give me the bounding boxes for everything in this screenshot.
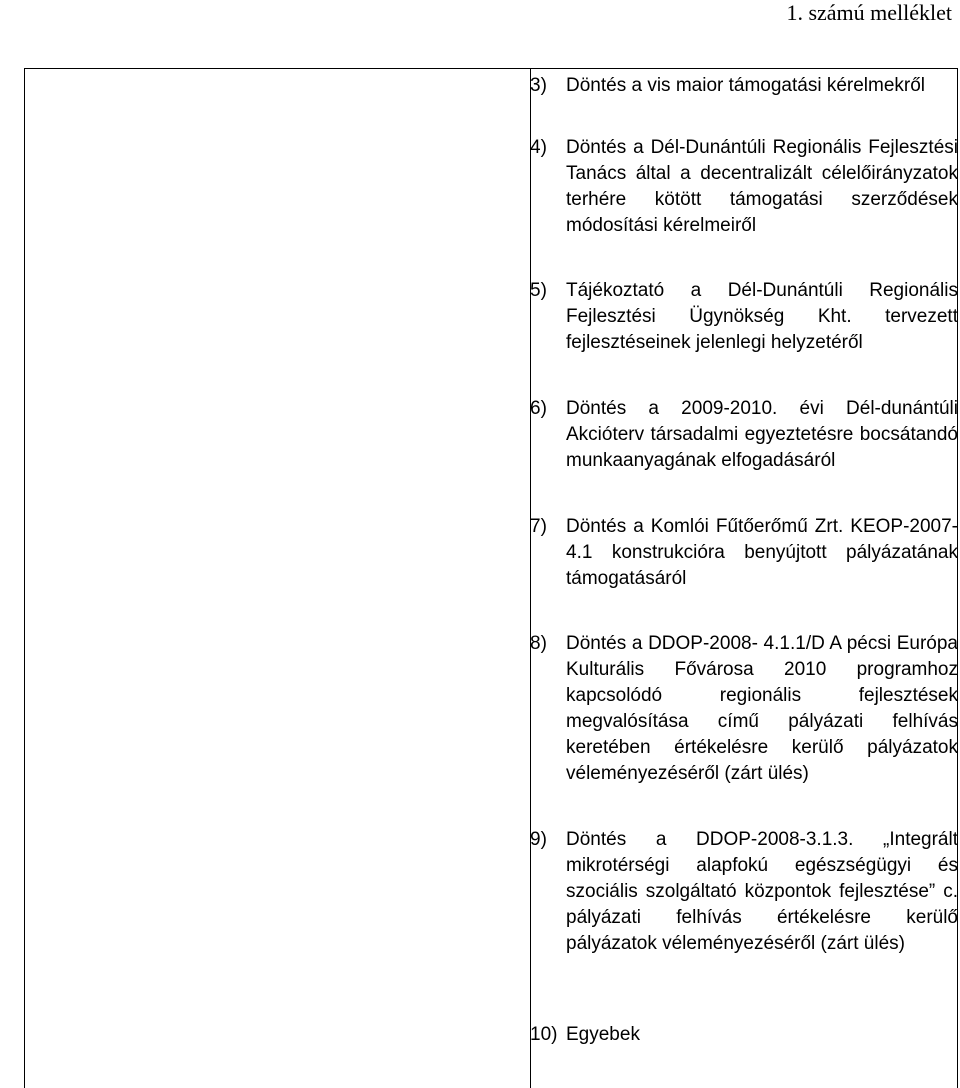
agenda-item-10 [530, 1022, 958, 1048]
agenda-item-number: 9) [530, 829, 547, 850]
agenda-item-number: 6) [530, 398, 547, 419]
agenda-item-text: Döntés a 2009-2010. évi Dél-dunántúli Akcióterv társadalmi egyeztetésre bocsátandó munkaanyagának elfogadásáról [566, 398, 958, 471]
agenda-item-number: 7) [530, 516, 547, 537]
agenda-item-number: 5) [530, 280, 547, 301]
agenda-item-number: 3) [530, 75, 547, 96]
agenda-item-4 [530, 135, 958, 239]
agenda-item-text: Tájékoztató a Dél-Dunántúli Regionális Fejlesztési Ügynökség Kht. tervezett fejlesztéseinek jelenlegi helyzetéről [566, 280, 958, 353]
agenda-item-number: 8) [530, 633, 547, 654]
agenda-item-text: Döntés a vis maior támogatási kérelmekről [566, 75, 926, 96]
agenda-item-number: 4) [530, 137, 547, 158]
agenda-item-text: Döntés a DDOP-2008- 4.1.1/D A pécsi Európa Kulturális Fővárosa 2010 programhoz kapcsolódó regionális fejlesztések megvalósítása című pályázati felhívás keretében értékelésre kerülő pályázatok véleményezéséről (zárt ülés) [566, 633, 958, 784]
annex-label: 1. számú melléklet [786, 0, 952, 25]
agenda-item-5 [530, 278, 958, 356]
agenda-item-number: 10) [530, 1024, 558, 1045]
agenda-item-text: Döntés a Dél-Dunántúli Regionális Fejlesztési Tanács által a decentralizált célelőirányzatok terhére kötött támogatási szerződések módosítási kérelmeiről [566, 137, 958, 236]
agenda-item-9 [530, 827, 958, 957]
agenda-item-6 [530, 396, 958, 474]
agenda-item-7 [530, 514, 958, 592]
agenda-item-3 [530, 73, 958, 99]
agenda-item-8 [530, 631, 958, 787]
agenda-item-text: Egyebek [566, 1024, 640, 1045]
agenda-item-text: Döntés a Komlói Fűtőerőmű Zrt. KEOP-2007-4.1 konstrukcióra benyújtott pályázatának támogatásáról [566, 516, 958, 589]
agenda-table [24, 68, 958, 1088]
agenda-item-text: Döntés a DDOP-2008-3.1.3. „Integrált mikrotérségi alapfokú egészségügyi és szociális szolgáltató központok fejlesztése” c. pályázati felhívás értékelésre kerülő pályázatok véleményezéséről (zárt ülés) [566, 829, 958, 954]
